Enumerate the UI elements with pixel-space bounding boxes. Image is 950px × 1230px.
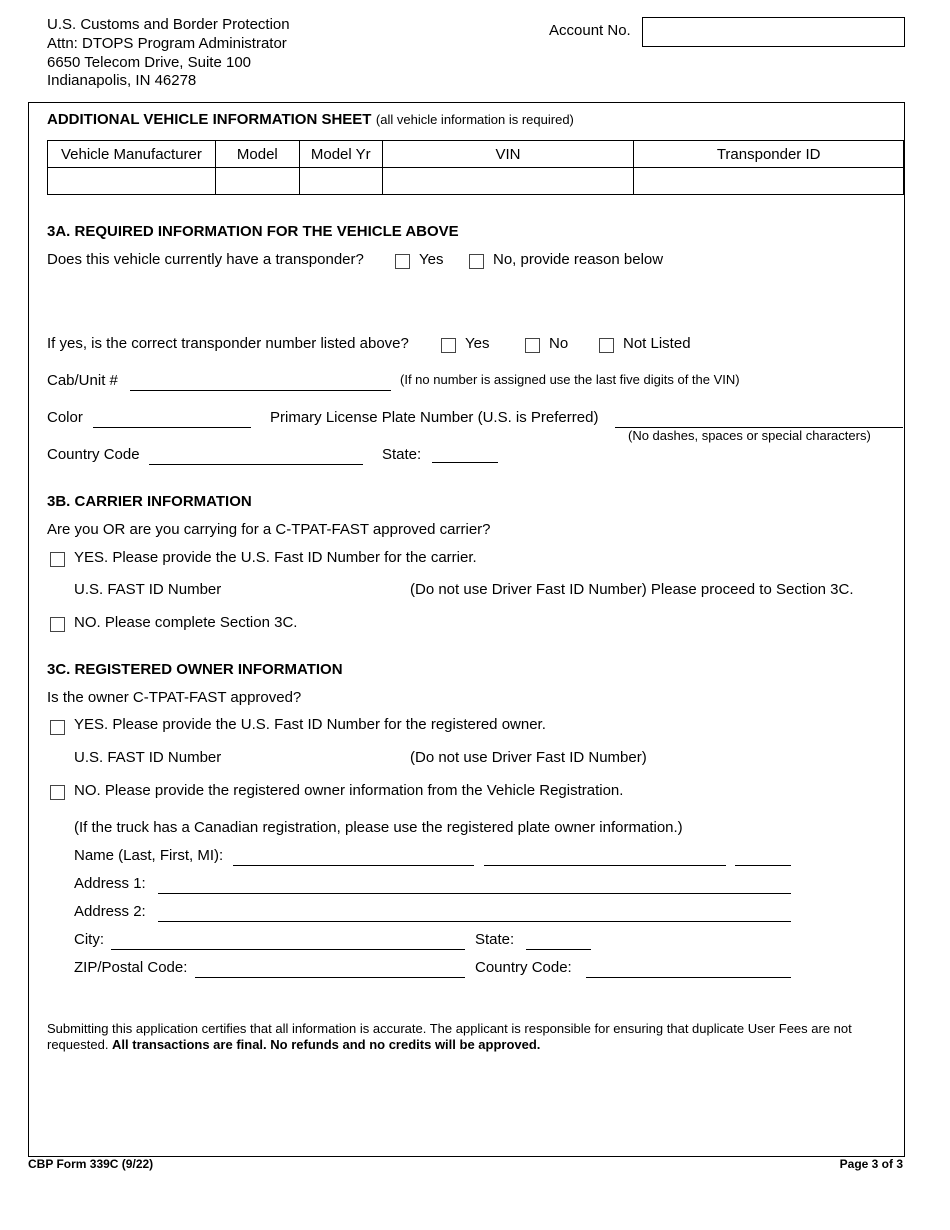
column-header: Model Yr <box>299 141 382 168</box>
carrier-no-checkbox[interactable] <box>50 617 65 632</box>
address-line: Attn: DTOPS Program Administrator <box>47 35 287 52</box>
owner-city-label: City: <box>74 931 104 948</box>
model-year-cell[interactable] <box>299 168 382 195</box>
owner-address2-label: Address 2: <box>74 903 146 920</box>
address-line: Indianapolis, IN 46278 <box>47 72 197 89</box>
owner-yes-label: YES. Please provide the U.S. Fast ID Number for the registered owner. <box>74 716 546 733</box>
sheet-title <box>47 111 574 129</box>
plate-label: Primary License Plate Number (U.S. is Preferred) <box>270 409 599 426</box>
section-3b-heading: 3B. CARRIER INFORMATION <box>47 493 252 510</box>
cab-unit-note: (If no number is assigned use the last five digits of the VIN) <box>400 372 740 387</box>
correct-not-listed-label: Not Listed <box>623 335 691 352</box>
transponder-yes-label: Yes <box>419 251 444 268</box>
table-header-row <box>48 141 904 168</box>
correct-transponder-question: If yes, is the correct transponder number listed above? <box>47 335 409 352</box>
account-number-label: Account No. <box>549 22 631 39</box>
owner-zip-label: ZIP/Postal Code: <box>74 959 188 976</box>
owner-question: Is the owner C-TPAT-FAST approved? <box>47 689 302 706</box>
owner-state-label: State: <box>475 931 515 948</box>
owner-yes-checkbox[interactable] <box>50 720 65 735</box>
color-label: Color <box>47 409 83 426</box>
owner-no-label: NO. Please provide the registered owner information from the Vehicle Registration. <box>74 782 624 799</box>
vin-cell[interactable] <box>382 168 634 195</box>
owner-address1-label: Address 1: <box>74 875 146 892</box>
owner-first-name-field[interactable] <box>484 865 726 866</box>
column-header: Transponder ID <box>634 141 904 168</box>
carrier-no-label: NO. Please complete Section 3C. <box>74 614 298 631</box>
section-3c-heading: 3C. REGISTERED OWNER INFORMATION <box>47 661 343 678</box>
section-3a-heading: 3A. REQUIRED INFORMATION FOR THE VEHICLE ABOVE <box>47 223 459 240</box>
cab-unit-label: Cab/Unit # <box>47 372 118 389</box>
owner-last-name-field[interactable] <box>233 865 474 866</box>
vehicle-manufacturer-cell[interactable] <box>48 168 216 195</box>
correct-not-listed-checkbox[interactable] <box>599 338 614 353</box>
owner-country-code-field[interactable] <box>586 977 791 978</box>
address-line: 6650 Telecom Drive, Suite 100 <box>47 54 252 71</box>
correct-no-label: No <box>549 335 569 352</box>
owner-state-field[interactable] <box>526 949 591 950</box>
certification-bold-text: All transactions are final. No refunds and no credits will be approved. <box>112 1037 541 1052</box>
column-header: Model <box>215 141 299 168</box>
correct-yes-label: Yes <box>465 335 490 352</box>
carrier-question: Are you OR are you carrying for a C-TPAT-FAST approved carrier? <box>47 521 491 538</box>
vehicle-table <box>47 140 904 195</box>
carrier-yes-label: YES. Please provide the U.S. Fast ID Number for the carrier. <box>74 549 477 566</box>
owner-fast-id-note: (Do not use Driver Fast ID Number) <box>410 749 647 766</box>
country-code-field[interactable] <box>149 464 363 465</box>
cab-unit-field[interactable] <box>130 390 391 391</box>
transponder-question: Does this vehicle currently have a transponder? <box>47 251 364 268</box>
owner-middle-initial-field[interactable] <box>735 865 791 866</box>
correct-yes-checkbox[interactable] <box>441 338 456 353</box>
owner-address2-field[interactable] <box>158 921 791 922</box>
carrier-fast-id-label: U.S. FAST ID Number <box>74 581 222 598</box>
model-cell[interactable] <box>215 168 299 195</box>
column-header: Vehicle Manufacturer <box>48 141 216 168</box>
plate-note: (No dashes, spaces or special characters) <box>628 428 871 443</box>
correct-no-checkbox[interactable] <box>525 338 540 353</box>
color-field[interactable] <box>93 427 251 428</box>
owner-country-code-label: Country Code: <box>475 959 572 976</box>
owner-fast-id-label: U.S. FAST ID Number <box>74 749 222 766</box>
sheet-title-text: ADDITIONAL VEHICLE INFORMATION SHEET <box>47 111 372 128</box>
transponder-no-label: No, provide reason below <box>493 251 664 268</box>
owner-name-label: Name (Last, First, MI): <box>74 847 224 864</box>
address-line: U.S. Customs and Border Protection <box>47 16 290 33</box>
form-number: CBP Form 339C (9/22) <box>28 1157 154 1171</box>
owner-address1-field[interactable] <box>158 893 791 894</box>
certification-statement <box>47 1021 897 1053</box>
table-row <box>48 168 904 195</box>
account-number-field[interactable] <box>642 17 905 47</box>
column-header: VIN <box>382 141 634 168</box>
owner-city-field[interactable] <box>111 949 465 950</box>
owner-no-checkbox[interactable] <box>50 785 65 800</box>
page-number: Page 3 of 3 <box>839 1157 903 1171</box>
transponder-id-cell[interactable] <box>634 168 904 195</box>
canadian-registration-note: (If the truck has a Canadian registration, please use the registered plate owner information.) <box>74 819 683 836</box>
carrier-yes-checkbox[interactable] <box>50 552 65 567</box>
carrier-fast-id-note: (Do not use Driver Fast ID Number) Please proceed to Section 3C. <box>410 581 854 598</box>
transponder-yes-checkbox[interactable] <box>395 254 410 269</box>
sheet-title-note: (all vehicle information is required) <box>375 112 574 127</box>
state-field[interactable] <box>432 462 498 463</box>
owner-zip-field[interactable] <box>195 977 465 978</box>
country-code-label: Country Code <box>47 446 140 463</box>
state-label: State: <box>382 446 422 463</box>
transponder-no-checkbox[interactable] <box>469 254 484 269</box>
certification-text: Submitting this application certifies that all information is accurate. The applicant is responsible for ensuring that duplicate User Fees are not requested. <box>47 1021 852 1052</box>
